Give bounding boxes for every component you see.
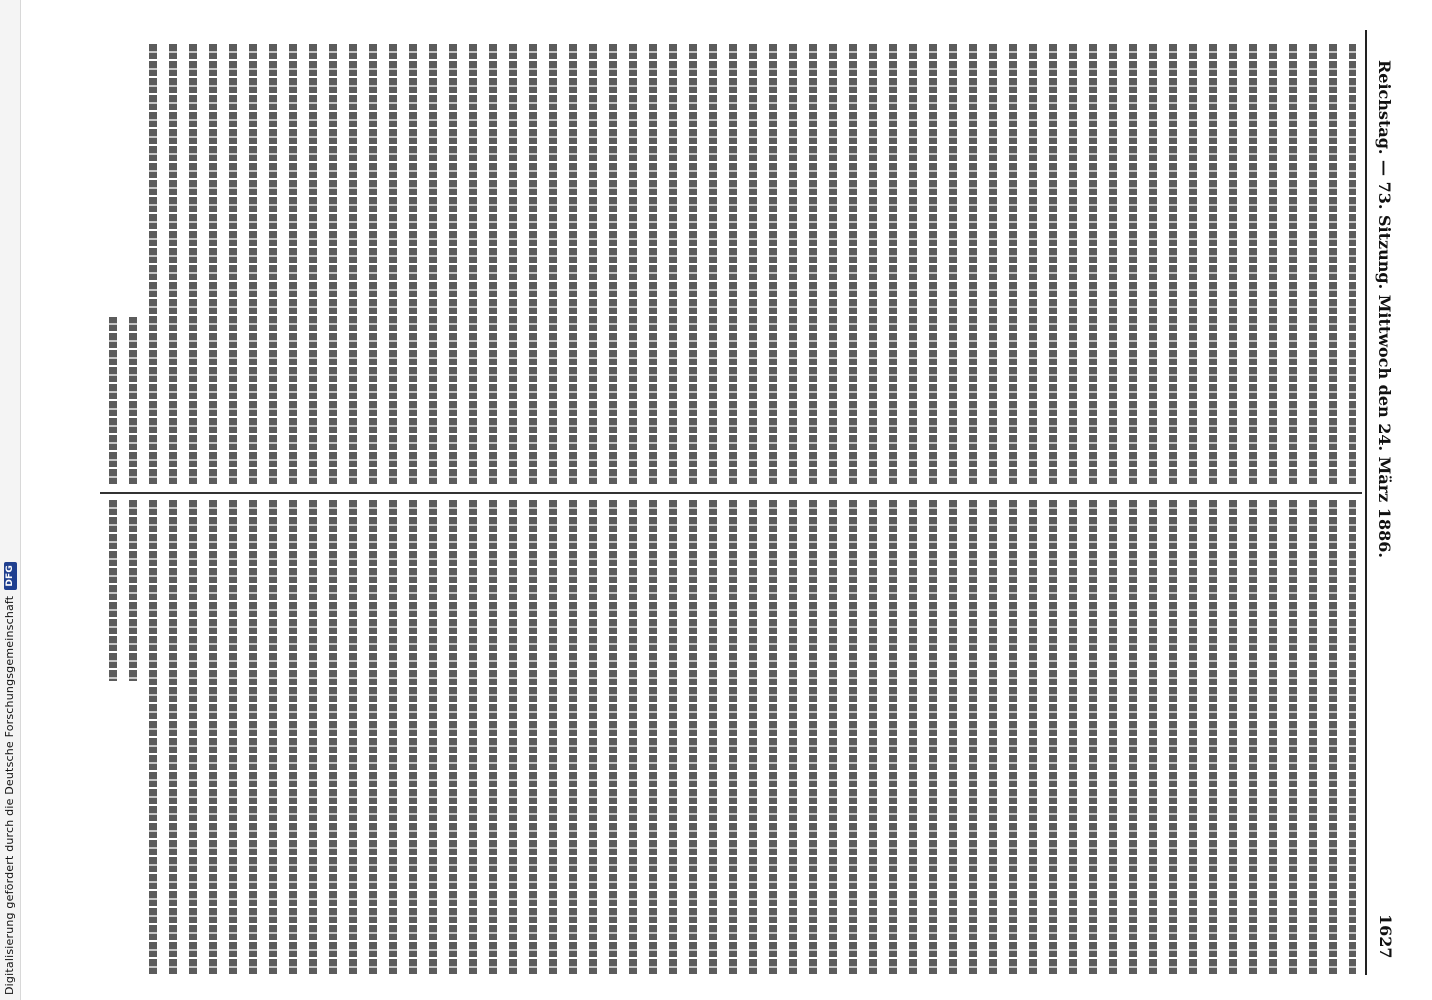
column-end-gap <box>104 500 144 976</box>
running-header: Reichstag. — 73. Sitzung. Mittwoch den 24. März 1886. <box>1375 60 1394 558</box>
attribution-strip <box>0 0 21 1000</box>
column-end-gap <box>104 44 144 484</box>
column-divider <box>100 492 1362 494</box>
page-number: 1627 <box>1376 914 1395 959</box>
text-column-upper <box>104 44 1356 484</box>
attribution-text: Digitalisierung gefördert durch die Deutsche Forschungsgemeinschaft <box>3 595 16 995</box>
header-rule <box>1365 30 1367 975</box>
dfg-logo: DFG <box>4 562 17 590</box>
text-lines <box>104 500 1356 976</box>
attribution <box>1 562 19 995</box>
text-lines <box>104 44 1356 484</box>
text-column-lower <box>104 500 1356 976</box>
